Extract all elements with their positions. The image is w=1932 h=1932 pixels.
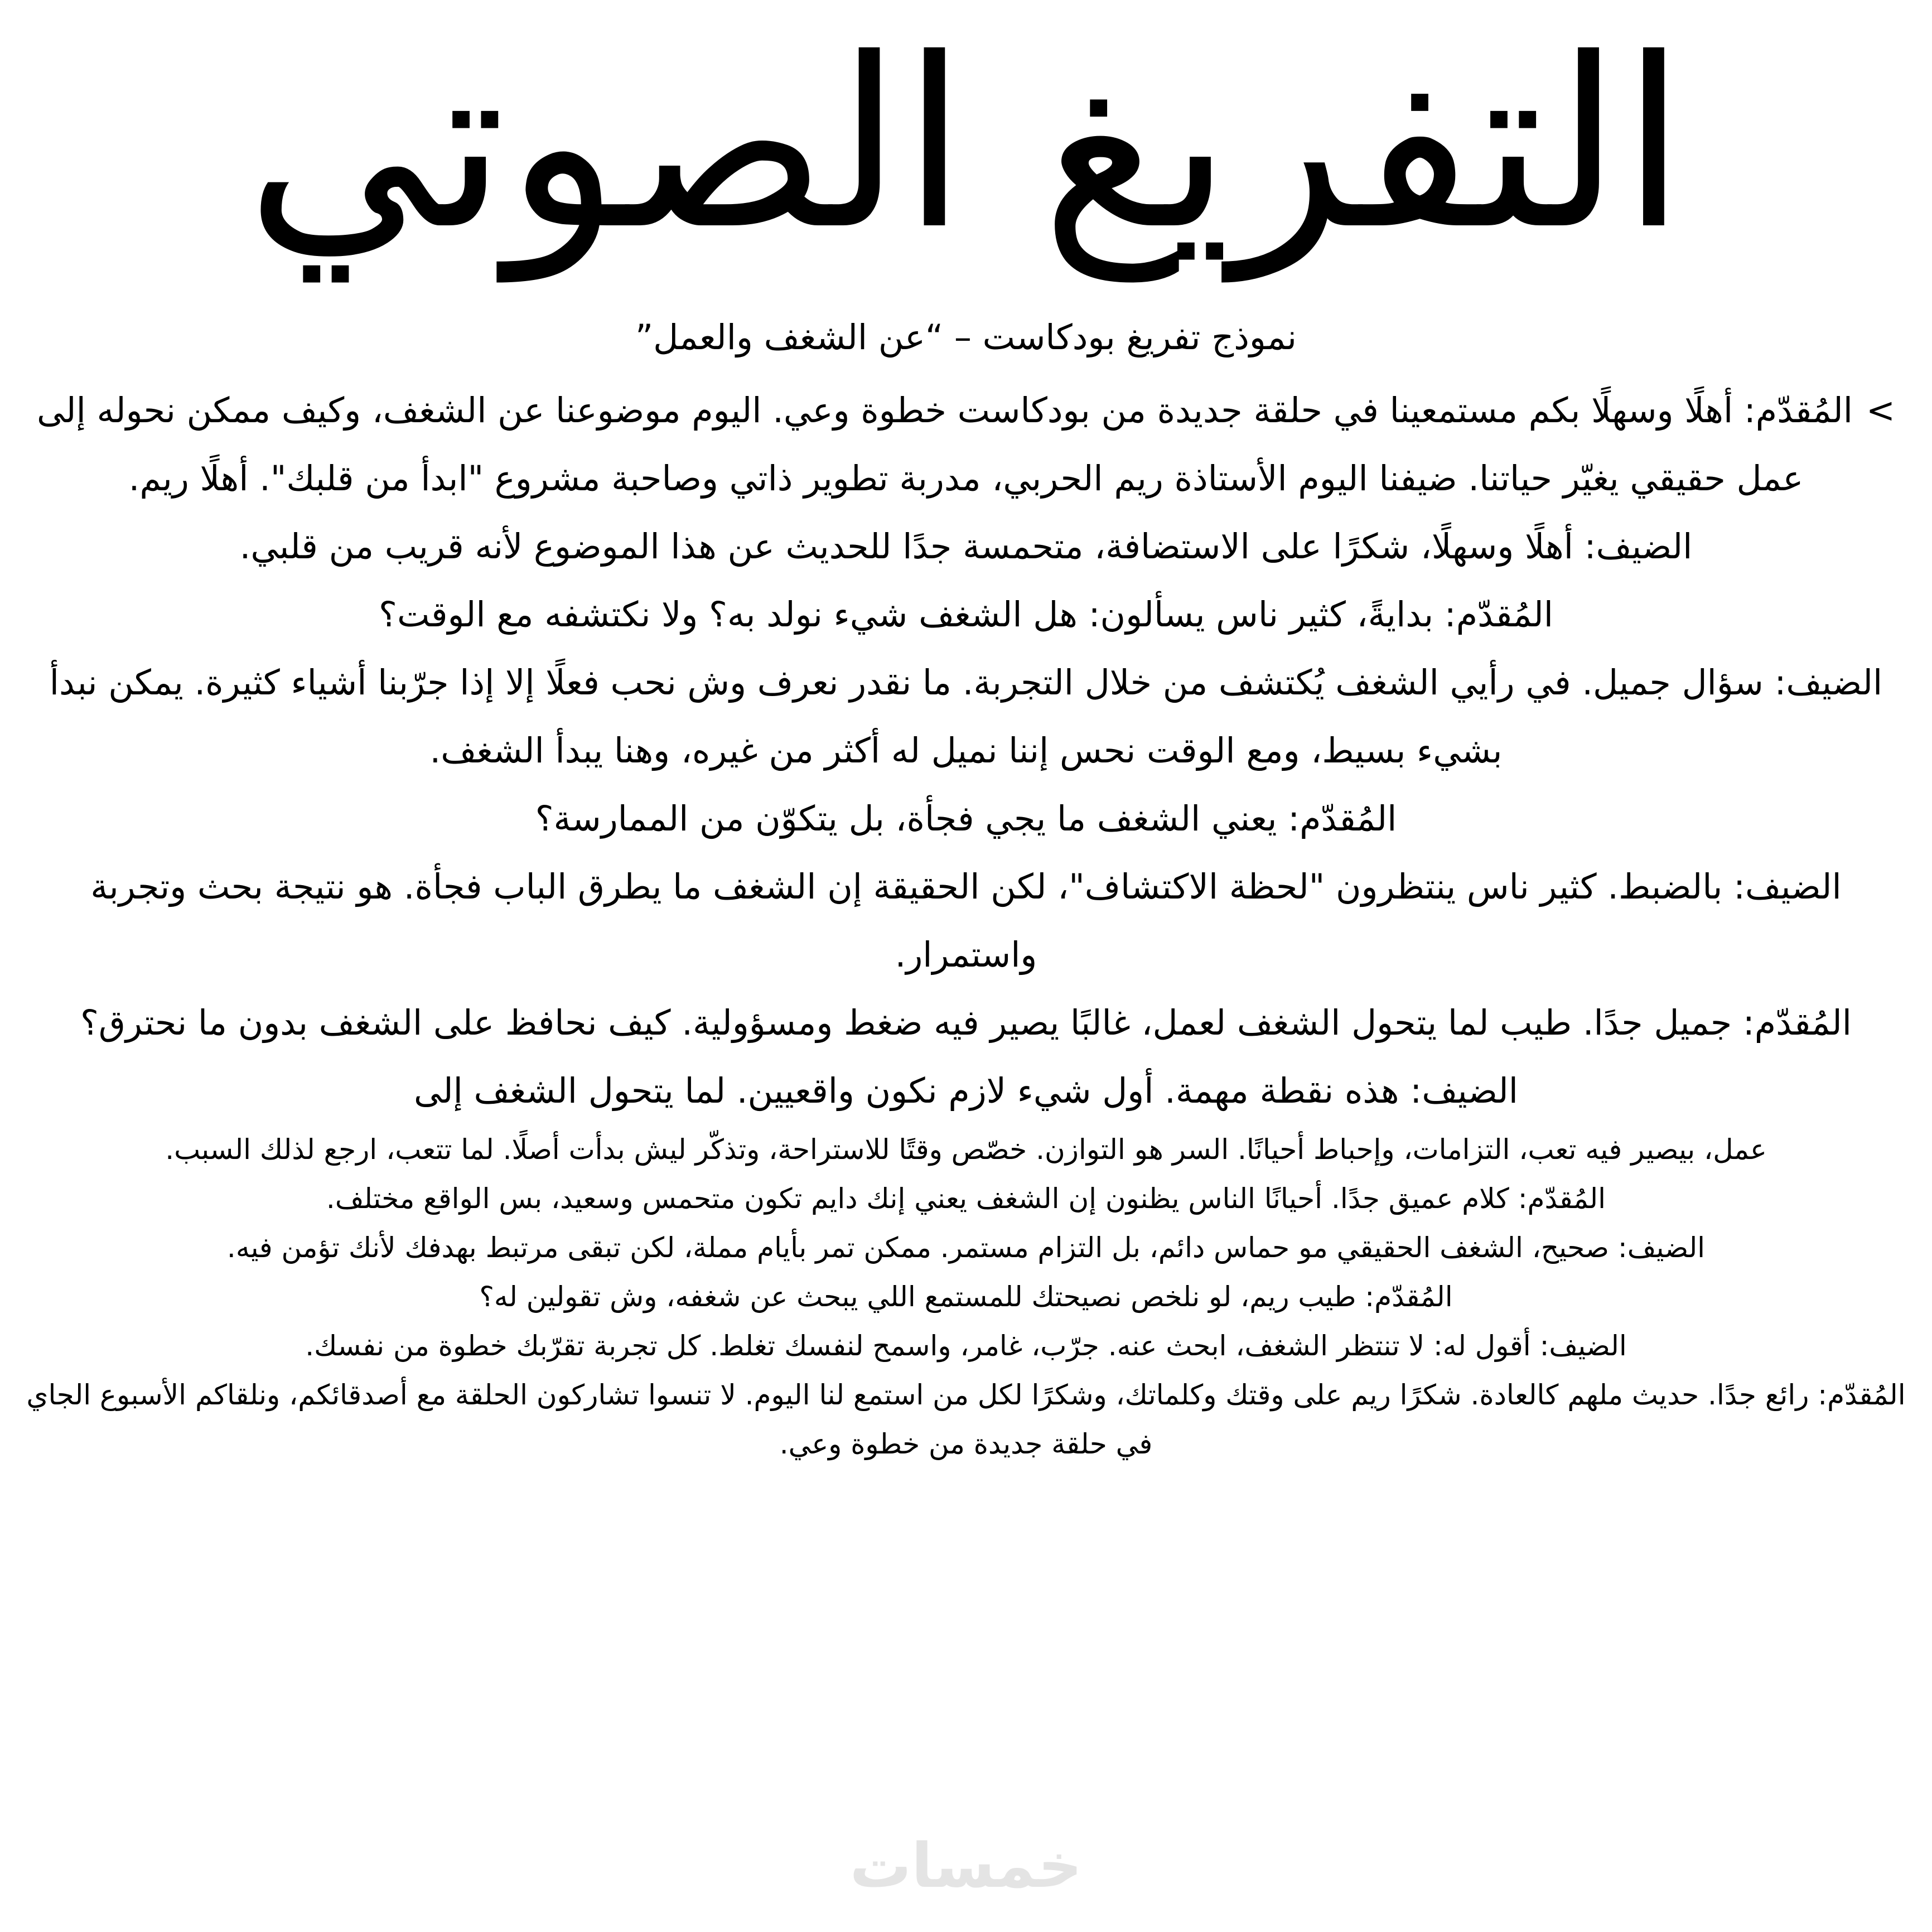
transcript-line-guest: الضيف: أهلًا وسهلًا، شكرًا على الاستضافة، متحمسة جدًا للحديث عن هذا الموضوع لأنه قريب من قلبي. xyxy=(239,526,1693,567)
transcript-line-guest-continued: عمل، بيصير فيه تعب، التزامات، وإحباط أحيانًا. السر هو التوازن. خصّص وقتًا للاستراحة، وتذكّر ليش بدأت أصلًا. لما تتعب، ارجع لذلك السبب. xyxy=(165,1133,1767,1166)
transcript-line-host: المُقدّم: طيب ريم، لو نلخص نصيحتك للمستمع اللي يبحث عن شغفه، وش تقولين له؟ xyxy=(479,1281,1453,1313)
transcript-line-host: المُقدّم: رائع جدًا. حديث ملهم كالعادة. شكرًا ريم على وقتك وكلماتك، وشكرًا لكل من استمع لنا اليوم. لا تنسوا تشاركون الحلقة مع أصدقائكم، ونلقاكم الأسبوع الجاي في حلقة جديدة من خطوة وعي. xyxy=(26,1379,1906,1460)
transcript-line-host: المُقدّم: يعني الشغف ما يجي فجأة، بل يتكوّن من الممارسة؟ xyxy=(535,798,1397,839)
transcript-line-guest: الضيف: سؤال جميل. في رأيي الشغف يُكتشف من خلال التجربة. ما نقدر نعرف وش نحب فعلًا إلا إذا جرّبنا أشياء كثيرة. يمكن نبدأ بشيء بسيط، ومع الوقت نحس إننا نميل له أكثر من غيره، وهنا يبدأ الشغف. xyxy=(49,662,1883,771)
transcript-line-host: المُقدّم: جميل جدًا. طيب لما يتحول الشغف لعمل، غالبًا يصير فيه ضغط ومسؤولية. كيف نحافظ على الشغف بدون ما نحترق؟ xyxy=(80,1002,1852,1043)
transcript-line-guest: الضيف: أقول له: لا تنتظر الشغف، ابحث عنه. جرّب، غامر، واسمح لنفسك تغلط. كل تجربة تقرّبك خطوة من نفسك. xyxy=(305,1330,1627,1362)
transcript xyxy=(22,376,1910,1469)
transcript-line-guest: الضيف: هذه نقطة مهمة. أول شيء لازم نكون واقعيين. لما يتحول الشغف إلى xyxy=(414,1070,1518,1111)
document-title: التفريغ الصوتي xyxy=(245,8,1687,281)
watermark-logo: خمسات xyxy=(849,1830,1083,1901)
transcript-line-host xyxy=(22,376,1910,513)
transcript-line-host: المُقدّم: كلام عميق جدًا. أحيانًا الناس يظنون إن الشغف يعني إنك دايم تكون متحمس وسعيد، بس الواقع مختلف. xyxy=(326,1182,1606,1215)
document-subtitle: نموذج تفريغ بودكاست – “عن الشغف والعمل” xyxy=(635,317,1297,358)
transcript-line-text: المُقدّم: أهلًا وسهلًا بكم مستمعينا في حلقة جديدة من بودكاست خطوة وعي. اليوم موضوعنا عن الشغف، وكيف ممكن نحوله إلى عمل حقيقي يغيّر حياتنا. ضيفنا اليوم الأستاذة ريم الحربي، مدربة تطوير ذاتي وصاحبة مشروع "ابدأ من قلبك". أهلًا ريم. xyxy=(37,390,1853,499)
transcript-small-section xyxy=(22,1125,1910,1469)
transcript-line-host: المُقدّم: بدايةً، كثير ناس يسألون: هل الشغف شيء نولد به؟ ولا نكتشفه مع الوقت؟ xyxy=(379,594,1553,635)
bullet-marker: > xyxy=(1866,390,1895,431)
transcript-line-guest: الضيف: بالضبط. كثير ناس ينتظرون "لحظة الاكتشاف"، لكن الحقيقة إن الشغف ما يطرق الباب فجأة. هو نتيجة بحث وتجربة واستمرار. xyxy=(90,866,1842,975)
transcript-large-section xyxy=(22,376,1910,1125)
transcript-line-guest: الضيف: صحيح، الشغف الحقيقي مو حماس دائم، بل التزام مستمر. ممكن تمر بأيام مملة، لكن تبقى مرتبط بهدفك لأنك تؤمن فيه. xyxy=(226,1231,1706,1264)
